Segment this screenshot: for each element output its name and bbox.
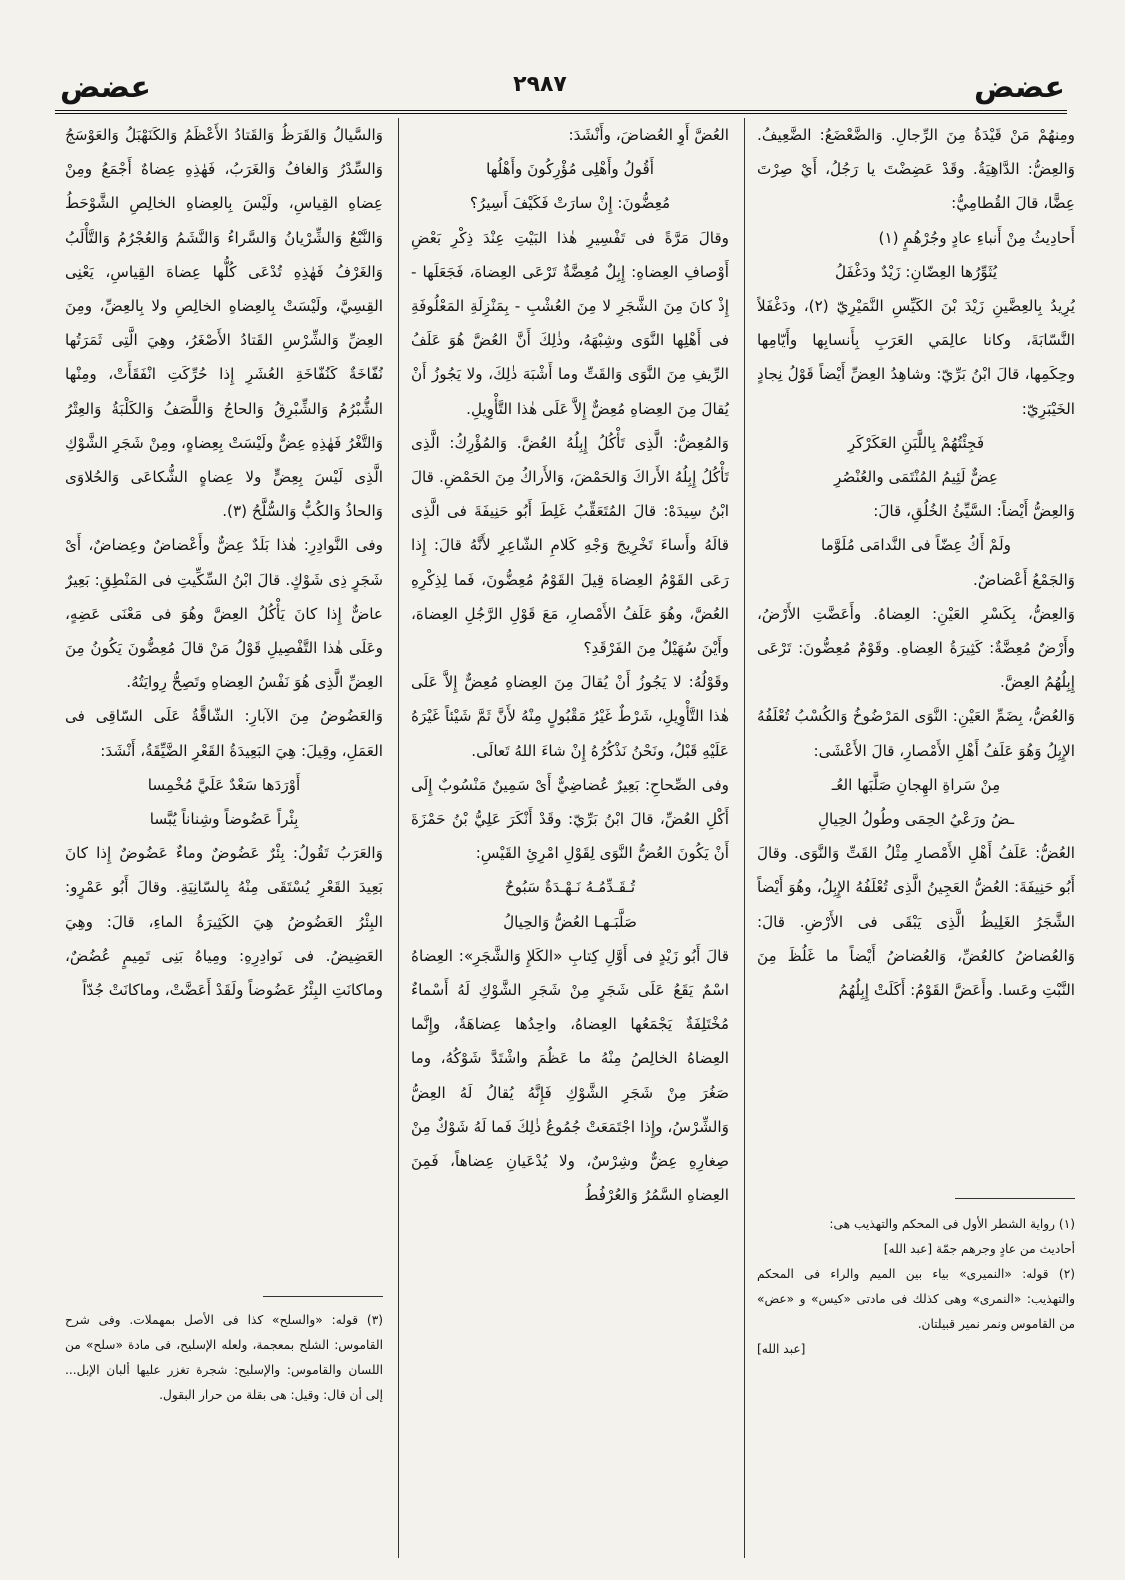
verse-line: فَجِئْتُهُمْ بِاللَّبَنِ العَكَرْكَرِ bbox=[847, 433, 985, 452]
footnote: (١) رواية الشطر الأول فى المحكم والتهذيب هى: bbox=[829, 1217, 1075, 1231]
verse-line: أَقُولُ وأَهْلِى مُؤْرِكُونَ وأَهْلُها bbox=[486, 160, 654, 179]
footnote-rule-right bbox=[955, 1198, 1075, 1199]
paragraph: يُرِيدُ بِالعِضَّينِ زَيْدَ بْنَ الكَيِّسِ النَّمَيْرِيّ (٢)، ودَغْفَلاً النَّسّابَةَ، وكانا عالِمَي العَرَبِ بِأَنسابِها وأَيّامِها وحِكَمِها، قالَ ابْنُ بَرِّيّ: وشاهِدُ العِضِّ أَيْضاً قَوْلُ نِجادٍ الخَيْبَرِيّ: bbox=[757, 297, 1075, 418]
paragraph: العُضَّ أَوِ العُضاضَ، وأَنْشَدَ: bbox=[568, 126, 729, 144]
verse-line: عِضٌّ لَئِيمُ المُنْتَمَى والعُنْصُرِ bbox=[834, 468, 998, 487]
footnote: (٢) قوله: «النميرى» بياء بين الميم والراء فى المحكم والتهذيب: «النمرى» وهى كذلك فى مادتى «كيس» و «عض» من القاموس ونمر نمير قبيلتان. bbox=[757, 1267, 1075, 1331]
paragraph: وقَوْلُهُ: لا يَجُوزُ أَنْ يُقالَ مِنَ العِضاهِ مُعِضٌّ إِلاَّ عَلَى هٰذا التَّأْوِيلِ، شَرْطٌ غَيْرُ مَقْبُولٍ مِنْهُ لأَنَّ ثَمَّ شَيْئاً غَيْرَهُ عَلَيْهِ قَبْلُ، ونَحْنُ نَذْكُرُهُ إِنْ شاءَ اللهُ تَعالَى. bbox=[411, 673, 729, 760]
verse-line: مُعِضُّونَ: إِنْ سارَتْ فَكَيْفَ أَسِيرُ؟ bbox=[469, 194, 671, 213]
verse-line: يُثَوِّرُها العِضّانِ: زَيْدٌ ودَغْفَلُ bbox=[834, 262, 998, 281]
header-root-word-left: عضض bbox=[60, 70, 151, 105]
paragraph: وقالَ مَرَّةً فى تَفْسِيرِ هٰذا البَيْتِ عِنْدَ ذِكْرِ بَعْضِ أَوْصافِ العِضاهِ: إِبِلٌ مُعِضَّةٌ تَرْعَى العِضاهَ، فَجَعَلَها - إِذْ كانَ مِنَ الشَّجَرِ لا مِنَ العُشْبِ - بِمَنْزِلَةِ المَعْلُوفَةِ فى أَهْلِها النَّوَى وشِبْهَهُ، وذٰلِكَ أَنَّ العُضَّ هُوَ عَلَفُ الرِّيفِ مِنَ النَّوَى وَالقَتِّ وما أَشْبَهَ ذٰلِكَ، ولا يَجُوزُ أَنْ يُقالَ مِنَ العِضاهِ مُعِضٌّ إِلاَّ عَلَى هٰذا التَّأْوِيلِ. bbox=[411, 228, 729, 418]
footnote-signature: [عبد الله] bbox=[757, 1342, 806, 1356]
verse-line: أَحادِيثُ مِنْ أَنباءِ عادٍ وجُرْهُمٍ (١) bbox=[878, 228, 1075, 247]
header-double-rule bbox=[55, 110, 1067, 114]
column-divider-left bbox=[398, 118, 399, 1558]
paragraph: وفى النَّوادِرِ: هٰذا بَلَدٌ عِضٌّ وأَعْضاضٌ وعِضاضٌ، أَىْ شَجَرٍ ذِى شَوْكٍ. قالَ ابْنُ السِّكِّيتِ فى المَنْطِقِ: بَعِيرٌ عاضٌّ إِذا كانَ يَأْكُلُ العِضَّ وهُوَ فى مَعْنَى عَضِهٍ، وعَلَى هٰذا التَّفْصِيلِ قَوْلُ مَنْ قالَ مُعِضُّونَ يَكُونُ مِنَ العِضِّ الَّذِى هُوَ نَفْسُ العِضاهِ وتَصِحُّ رِوايَتُهُ. bbox=[65, 536, 383, 692]
paragraph: ومِنهُمْ مَنْ قَيْدَةُ مِنَ الرِّجالِ. وَالضَّعْضَعُ: الضَّعِيفُ. وَالعِضُّ: الدَّاهِيَةُ. وقَدْ عَضِضْتَ يا رَجُلُ، أَيْ صِرْتَ عِضًّا، قالَ القُطامِيُّ: bbox=[757, 126, 1075, 213]
header-root-word-right: عضض bbox=[974, 70, 1065, 105]
paragraph: وَالعَرَبُ تَقُولُ: بِئْرٌ عَضُوضٌ وماءٌ عَضُوضٌ إِذا كانَ بَعِيدَ القَعْرِ يُسْتَقَى مِنْهُ بِالسّانِيَةِ. وقالَ أَبُو عَمْرٍو: البِئْرُ العَضُوضُ هِيَ الكَثِيرَةُ الماءِ، قالَ: وهِيَ العَضِيضُ. فى نَوادِرِهِ: ومِياهُ بَنِى تَمِيمٍ عُضُضٌ، وماكانَتِ البِئْرُ عَضُوضاً ولَقَدْ أَعَضَّتْ، وماكانَتْ جُدّاً bbox=[65, 844, 383, 1000]
page-number: ٢٩٨٧ bbox=[513, 72, 567, 97]
paragraph: وَالعَضُوضُ مِنَ الآبارِ: الشّاقَّةُ عَلَى السّاقِى فى العَمَلِ، وقِيلَ: هِيَ البَعِيدَةُ القَعْرِ الضَّيِّقَةُ، أَنْشَدَ: bbox=[65, 707, 383, 760]
verse-line: أَوْرَدَها سَعْدٌ عَلَيَّ مُخْمِسا bbox=[147, 775, 301, 794]
footnote-verse: أحاديث من عادٍ وجرهم جمّة [عبد الله] bbox=[883, 1242, 1075, 1256]
paragraph: وَالعِضُّ، بِكَسْرِ العَيْنِ: العِضاهُ. وأَعَضَّتِ الأَرْضُ، وأَرْضٌ مُعِضَّةٌ: كَثِيرَةُ العِضاهِ. وقَوْمٌ مُعِضُّونَ: تَرْعَى إِبِلُهُمُ العِضَّ. bbox=[757, 604, 1075, 692]
paragraph: وَالمُعِضُّ: الَّذِى تَأْكُلُ إِبِلُهُ العُضَّ. وَالمُؤْرِكُ: الَّذِى تَأْكُلُ إِبِلُهُ الأَراكَ وَالحَمْضَ، وَالأَراكُ مِنَ الحَمْضِ. قالَ ابْنُ سِيدَهْ: قالَ المُتَعَقِّبُ غَلِطَ أَبُو حَنِيفَةَ فى الَّذِى قالَهُ وأَساءَ تَخْرِيجَ وَجْهِ كَلامِ الشّاعِرِ لأَنَّهُ قالَ: إِذا رَعَى القَوْمُ العِضاهَ قِيلَ القَوْمُ مُعِضُّونَ، فَما لِذِكْرِهِ العُضَّ، وهُوَ عَلَفُ الأَمْصارِ، مَعَ قَوْلِ الرَّجُلِ العِضاهَ، وأَيْنَ سُهَيْلٌ مِنَ الفَرْقَدِ؟ bbox=[411, 433, 729, 658]
verse-line: تُـقَـدِّمُـهُ نَـهْـدَةٌ سَبُوحٌ bbox=[504, 878, 636, 897]
verse-line: بِئْراً عَضُوضاً وشِناناً يُبَّسا bbox=[149, 810, 299, 829]
paragraph: وَالسَّيالُ وَالقَرَظُ وَالقَتادُ الأَعْظَمُ وَالكَنَهْبَلُ وَالعَوْسَجُ وَالسِّدْرُ وَالغافُ وَالغَرَبُ، فَهٰذِهِ عِضاهٌ أَجْمَعُ ومِنْ عِضاهِ القِياسِ، ولَيْسَ بِالعِضاهِ الخالِصِ الشَّوْحَطُ وَالنَّبْعُ وَالشِّرْيانُ وَالسَّراءُ وَالنَّشَمُ وَالعُجْرُمُ وَالتَّأْلَبُ وَالغَرْفُ فَهٰذِهِ تُدْعَى كُلُّها عِضاهَ القِياسِ، يَعْنِى القِسِيَّ، ولَيْسَتْ بِالعِضاهِ الخالِصِ ولا بِالعِضِّ، ومِنَ العِضِّ وَالشِّرْسِ القَتادُ الأَصْغَرُ، وهِيَ الَّتِى ثَمَرَتُها نُفّاخَةٌ كَنُفّاخَةِ العُشَرِ إِذا حُرِّكَتِ انْفَقَأَتْ، ومِنْها الشُّبْرُمُ وَالشِّبْرِقُ وَالحاجُ وَاللَّصَفُ وَالكَلْبَةُ وَالعِتْرُ وَالتَّغْرُ فَهٰذِهِ عِضٌّ ولَيْسَتْ بِعِضاهٍ، ومِنْ شَجَرِ الشَّوْكِ الَّذِى لَيْسَ بِعِضٍّ ولا عِضاهٍ الشُّكاعَى وَالحُلاوَى وَالحاذُ وَالكُبُّ وَالسُّلَّحُ (٣). bbox=[65, 126, 383, 521]
paragraph: وفى الصِّحاحِ: بَعِيرٌ عُضاضِيٌّ أَىْ سَمِينٌ مَنْسُوبٌ إِلَى أَكْلِ العُضِّ، قالَ ابْنُ بَرِّيّ: وقَدْ أَنْكَرَ عَلِيُّ بْنُ حَمْزَةَ أَنْ يَكُونَ العُضُّ النَّوَى لِقَوْلِ امْرِئِ القَيْسِ: bbox=[411, 775, 729, 863]
verse-line: ولَمْ أَكُ عِضّاً فى النَّدامَى مُلَوَّما bbox=[821, 536, 1011, 555]
verse-line: صَلَّبَـهـا العُضُّ وَالحِيالُ bbox=[503, 912, 637, 931]
footnote-rule-left bbox=[263, 1296, 383, 1297]
paragraph: وَالعِضُّ أَيْضاً: السَّيِّئُ الخُلُقِ، قالَ: bbox=[873, 502, 1075, 521]
column-divider-right bbox=[744, 118, 745, 1558]
paragraph: العُضُّ: عَلَفُ أَهْلِ الأَمْصارِ مِثْلُ القَتِّ وَالنَّوَى. وقالَ أَبُو حَنِيفَةَ: العُضُّ العَجِينُ الَّذِى تُعْلَفُهُ الإِبِلُ، وهُوَ أَيْضاً الشَّجَرُ الغَلِيظُ الَّذِى يَبْقَى فى الأَرْضِ. قالَ: وَالعُضاضُ كالعُضِّ، وَالعُضاضُ أَيْضاً ما غَلُظَ مِنَ النَّبْتِ وعَسا. وأَعَضَّ القَوْمُ: أَكَلَتْ إِبِلُهُمُ bbox=[757, 844, 1075, 1000]
paragraph: قالَ أَبُو زَيْدٍ فى أَوَّلِ كِتابِ «الكَلإِ وَالشَّجَرِ»: العِضاهُ اسْمٌ يَقَعُ عَلَى شَجَرٍ مِنْ شَجَرِ الشَّوْكِ لَهُ أَسْماءٌ مُخْتَلِفَةٌ يَجْمَعُها العِضاهُ، واحِدُها عِضاهَةٌ، وإِنَّما العِضاهُ الخالِصُ مِنْهُ ما عَظُمَ واشْتَدَّ شَوْكُهُ، وما صَغُرَ مِنْ شَجَرِ الشَّوْكِ فَإِنَّهُ يُقالُ لَهُ العِضُّ وَالشِّرْسُ، وإِذا اجْتَمَعَتْ جُمُوعُ ذٰلِكَ فَما لَهُ شَوْكٌ مِنْ صِغارِهِ عِضٌّ وشِرْسٌ، ولا يُدْعَيانِ عِضاهاً، فَمِنَ العِضاهِ السَّمُرُ وَالعُرْفُطُ bbox=[411, 946, 729, 1205]
verse-line: ـضُ ورَعْيُ الحِمَى وطُولُ الحِيالِ bbox=[817, 810, 1015, 829]
footnotes-right bbox=[757, 1212, 1075, 1362]
paragraph: وَالعُضُّ، بِضَمِّ العَيْنِ: النَّوَى المَرْضُوخُ وَالكُسْبُ تُعْلَفُهُ الإِبِلُ وَهُوَ عَلَفُ أَهْلِ الأَمْصارِ، قالَ الأَعْشَى: bbox=[757, 707, 1075, 760]
footnote: (٣) قوله: «والسلح» كذا فى الأصل بمهملات. وفى شرح القاموس: الشلح بمعجمة، ولعله الإسليح، فى مادة «سلح» من اللسان والقاموس: والإسليح: شجرة تغزر عليها ألبان الإبل... إلى أن قال: وقيل: هى بقلة من حرار البقول. bbox=[65, 1313, 383, 1402]
column-middle bbox=[411, 118, 729, 1558]
verse-line: مِنْ سَراةِ الهِجانِ صَلَّبَها العُـ bbox=[831, 775, 1001, 794]
paragraph: وَالجَمْعُ أَعْضاضٌ. bbox=[973, 570, 1075, 589]
footnotes-left bbox=[65, 1308, 383, 1408]
